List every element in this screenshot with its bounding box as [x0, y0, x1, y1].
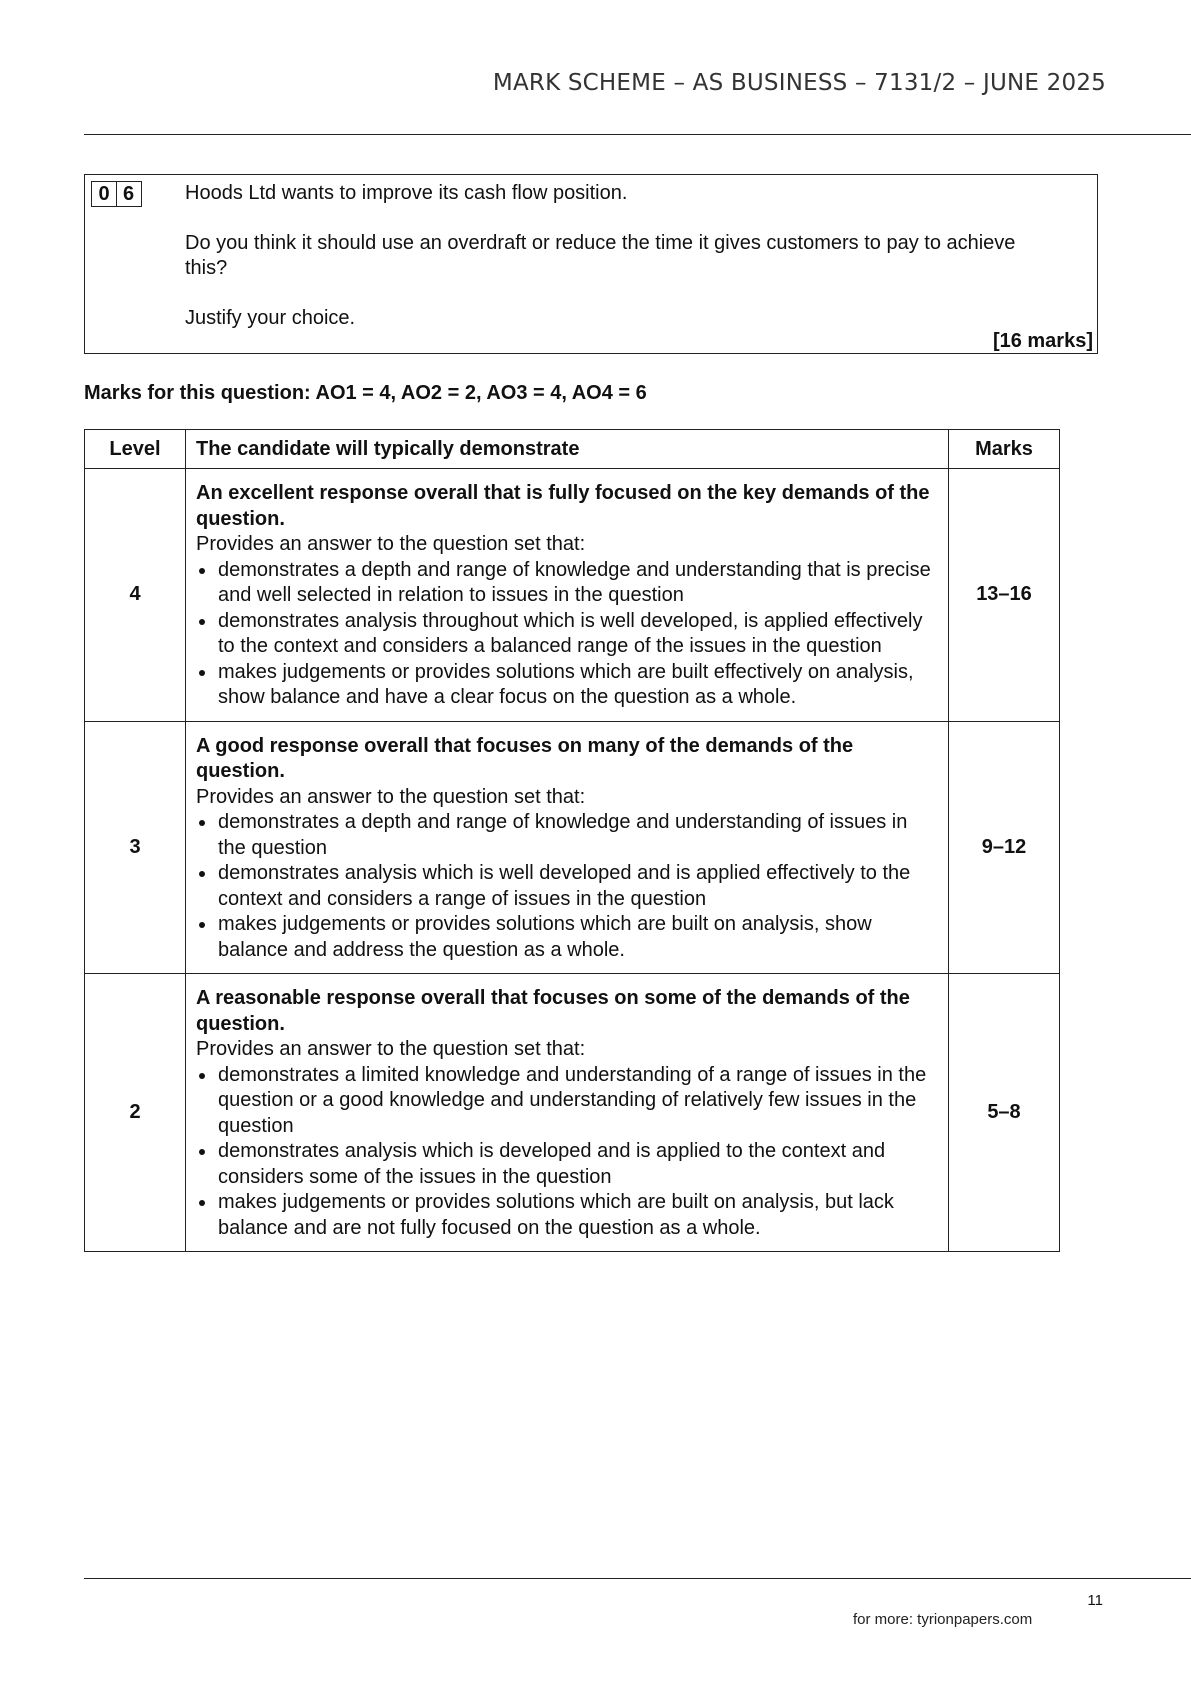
criteria-item: makes judgements or provides solutions which are built on analysis, but lack balance and are not fully focused on the question as a whole.	[196, 1190, 938, 1241]
criteria-item: makes judgements or provides solutions which are built on analysis, show balance and address the question as a whole.	[196, 912, 938, 963]
criteria-list	[196, 810, 938, 963]
question-number-digit: 0	[91, 181, 117, 207]
level-cell: 3	[85, 721, 186, 974]
table-row	[85, 974, 1060, 1252]
question-paragraph: Hoods Ltd wants to improve its cash flow position.	[185, 182, 628, 204]
table-header-row	[85, 430, 1060, 469]
level-cell: 4	[85, 469, 186, 722]
level-heading: An excellent response overall that is fully focused on the key demands of the question.	[196, 482, 930, 530]
levels-table	[84, 429, 1060, 1252]
marks-summary: Marks for this question: AO1 = 4, AO2 = 2, AO3 = 4, AO4 = 6	[84, 382, 647, 404]
criteria-item: makes judgements or provides solutions which are built effectively on analysis, show balance and have a clear focus on the question as a whole.	[196, 660, 938, 711]
header-divider	[84, 134, 1191, 135]
question-text	[185, 181, 1037, 356]
marks-cell: 5–8	[949, 974, 1060, 1252]
page-header-title: MARK SCHEME – AS BUSINESS – 7131/2 – JUNE 2025	[492, 70, 1106, 96]
level-heading: A good response overall that focuses on many of the demands of the question.	[196, 734, 854, 782]
question-box	[84, 174, 1098, 354]
description-cell	[186, 469, 949, 722]
marks-cell: 9–12	[949, 721, 1060, 974]
page-number: 11	[1087, 1592, 1103, 1609]
question-paragraph: Do you think it should use an overdraft or reduce the time it gives customers to pay to achieve this?	[185, 232, 1016, 279]
header-level: Level	[85, 430, 186, 469]
criteria-item: demonstrates a limited knowledge and understanding of a range of issues in the question or a good knowledge and understanding of relatively few issues in the question	[196, 1063, 938, 1140]
footer-divider	[84, 1578, 1191, 1579]
description-cell	[186, 721, 949, 974]
level-intro: Provides an answer to the question set that:	[196, 1038, 586, 1060]
question-paragraph: Justify your choice.	[185, 307, 356, 329]
criteria-item: demonstrates analysis which is developed and is applied to the context and considers some of the issues in the question	[196, 1139, 938, 1190]
description-cell	[186, 974, 949, 1252]
criteria-item: demonstrates analysis throughout which is well developed, is applied effectively to the context and considers a balanced range of the issues in the question	[196, 609, 938, 660]
table-row	[85, 469, 1060, 722]
criteria-list	[196, 1063, 938, 1242]
question-marks: [16 marks]	[992, 330, 1093, 352]
table-row	[85, 721, 1060, 974]
question-number	[91, 181, 140, 207]
header-description: The candidate will typically demonstrate	[186, 430, 949, 469]
criteria-item: demonstrates a depth and range of knowledge and understanding of issues in the question	[196, 810, 938, 861]
marks-cell: 13–16	[949, 469, 1060, 722]
footer-note: for more: tyrionpapers.com	[853, 1611, 1033, 1628]
level-intro: Provides an answer to the question set that:	[196, 533, 586, 555]
header-marks: Marks	[949, 430, 1060, 469]
criteria-item: demonstrates a depth and range of knowledge and understanding that is precise and well selected in relation to issues in the question	[196, 558, 938, 609]
level-cell: 2	[85, 974, 186, 1252]
level-heading: A reasonable response overall that focuses on some of the demands of the question.	[196, 987, 910, 1035]
question-number-digit: 6	[116, 181, 142, 207]
level-intro: Provides an answer to the question set that:	[196, 785, 586, 808]
criteria-list	[196, 558, 938, 711]
criteria-item: demonstrates analysis which is well developed and is applied effectively to the context and considers a range of issues in the question	[196, 861, 938, 912]
